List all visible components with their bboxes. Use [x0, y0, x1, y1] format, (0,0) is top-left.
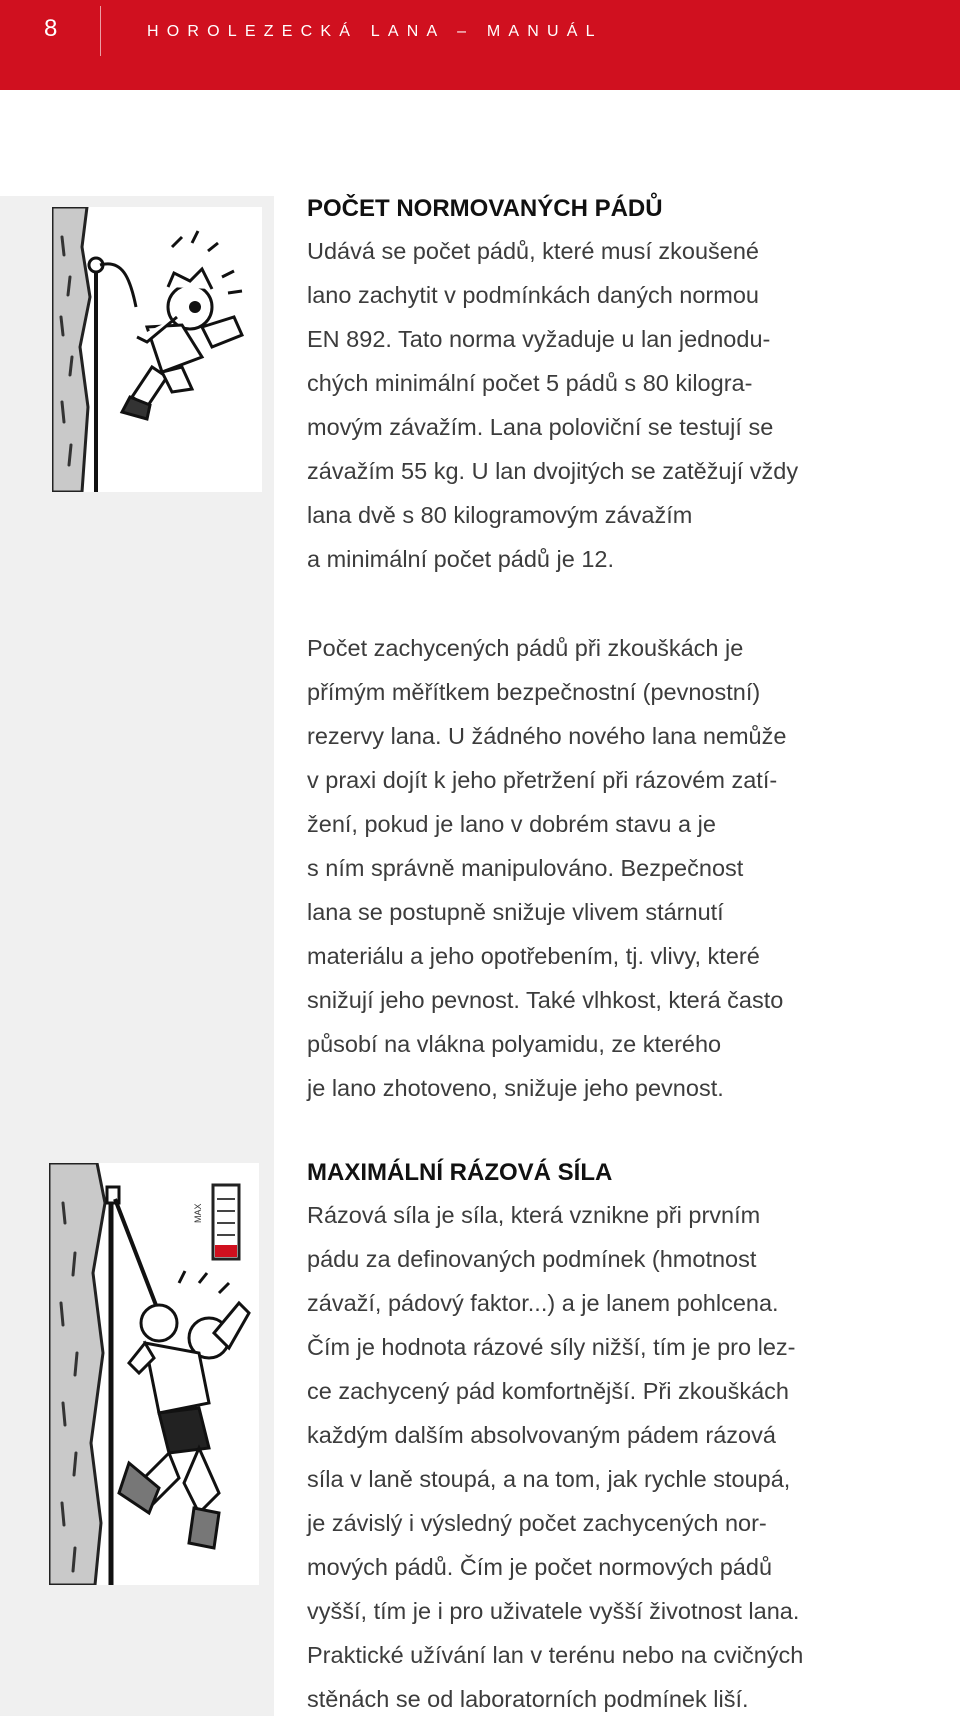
page-number: 8 [44, 15, 58, 42]
text-line: je lano zhotoveno, snižuje jeho pevnost. [307, 1075, 724, 1101]
climber-falling-icon [52, 207, 262, 492]
text-line: stěnách se od laboratorních podmínek liší. [307, 1686, 749, 1712]
text-line: Počet zachycených pádů při zkouškách je [307, 635, 744, 661]
text-line: Rázová síla je síla, která vznikne při prvním [307, 1202, 761, 1228]
climber-impact-force-meter-icon [49, 1163, 259, 1585]
text-line: závažím 55 kg. U lan dvojitých se zatěžují vždy [307, 458, 799, 484]
text-line: Praktické užívání lan v terénu nebo na cvičných [307, 1642, 804, 1668]
paragraph [307, 1193, 927, 1721]
section-title: MAXIMÁLNÍ RÁZOVÁ SÍLA [307, 1159, 613, 1186]
text-line: vyšší, tím je i pro uživatele vyšší životnost lana. [307, 1598, 800, 1624]
text-line: každým dalším absolvovaným pádem rázová [307, 1422, 776, 1448]
running-title: HOROLEZECKÁ LANA – MANUÁL [147, 23, 603, 40]
text-line: a minimální počet pádů je 12. [307, 546, 614, 572]
text-line: rezervy lana. U žádného nového lana nemůže [307, 723, 787, 749]
paragraph [307, 229, 927, 581]
text-line: v praxi dojít k jeho přetržení při rázovém zatí- [307, 767, 778, 793]
text-line: lana se postupně snižuje vlivem stárnutí [307, 899, 724, 925]
text-line: síla v laně stoupá, a na tom, jak rychle stoupá, [307, 1466, 791, 1492]
text-line: movým závažím. Lana poloviční se testují se [307, 414, 774, 440]
section-title: POČET NORMOVANÝCH PÁDŮ [307, 195, 663, 222]
svg-text:MAX: MAX [193, 1203, 203, 1223]
text-line: ce zachycený pád komfortnější. Při zkouškách [307, 1378, 789, 1404]
text-line: Udává se počet pádů, které musí zkoušené [307, 238, 759, 264]
text-line: je závislý i výsledný počet zachycených nor- [307, 1510, 767, 1536]
text-line: lana dvě s 80 kilogramovým závažím [307, 502, 693, 528]
text-line: chých minimální počet 5 pádů s 80 kilogra- [307, 370, 753, 396]
paragraph [307, 626, 927, 1110]
header-divider [100, 6, 101, 56]
section-falls [307, 194, 927, 581]
text-line: mových pádů. Čím je počet normových pádů [307, 1554, 773, 1580]
section-impact-force [307, 1158, 927, 1721]
text-line: materiálu a jeho opotřebením, tj. vlivy, které [307, 943, 760, 969]
text-line: přímým měřítkem bezpečnostní (pevnostní) [307, 679, 761, 705]
text-line: EN 892. Tato norma vyžaduje u lan jednodu- [307, 326, 771, 352]
text-line: s ním správně manipulováno. Bezpečnost [307, 855, 744, 881]
text-line: pádu za definovaných podmínek (hmotnost [307, 1246, 757, 1272]
text-line: snižují jeho pevnost. Také vlhkost, která často [307, 987, 784, 1013]
text-line: závaží, pádový faktor...) a je lanem pohlcena. [307, 1290, 779, 1316]
text-line: Čím je hodnota rázové síly nižší, tím je pro lez- [307, 1334, 796, 1360]
text-line: žení, pokud je lano v dobrém stavu a je [307, 811, 716, 837]
page-header [0, 0, 960, 90]
text-line: lano zachytit v podmínkách daných normou [307, 282, 759, 308]
text-line: působí na vlákna polyamidu, ze kterého [307, 1031, 722, 1057]
